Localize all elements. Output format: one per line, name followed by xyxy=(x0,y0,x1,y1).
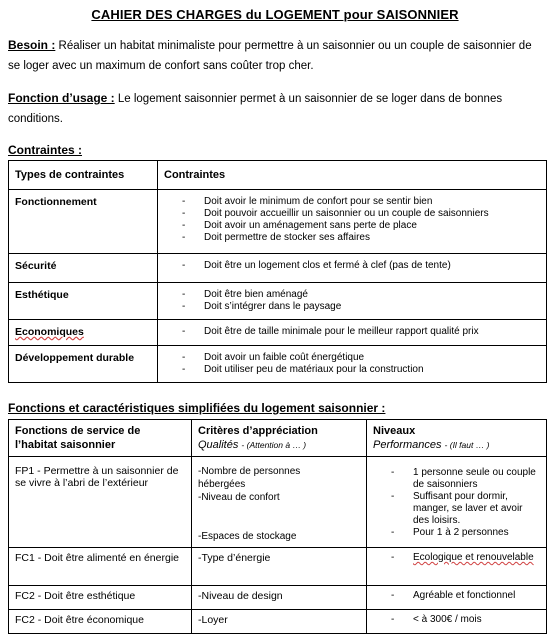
type-cell: Développement durable xyxy=(9,346,158,383)
criteres-text: -Type d’énergie xyxy=(198,552,271,564)
besoin-text: Réaliser un habitat minimaliste pour permettre à un saisonnier ou un couple de saisonnier de se loger avec un maximum de confort sans coûter trop cher. xyxy=(8,40,532,72)
criteres-cell xyxy=(192,610,367,634)
page-title: CAHIER DES CHARGES du LOGEMENT pour SAISONNIER xyxy=(91,7,459,22)
niveaux-list xyxy=(391,614,540,626)
criteres-text: -Loyer xyxy=(198,614,228,626)
fonction-text: FP1 - Permettre à un saisonnier de se vivre à l’abri de l’extérieur xyxy=(15,465,179,489)
list-item: - Doit avoir un aménagement sans perte de place xyxy=(182,220,540,232)
niveau-text: Ecologique et renouvelable xyxy=(413,552,534,563)
fonction-usage-paragraph xyxy=(0,88,550,129)
table-row xyxy=(9,586,547,610)
list-item: - Doit être bien aménagé xyxy=(182,289,540,301)
contrainte-list xyxy=(182,352,540,376)
fonction-usage-label: Fonction d’usage : xyxy=(8,91,115,105)
besoin-paragraph xyxy=(0,35,550,76)
type-cell xyxy=(9,320,158,346)
contraintes-table xyxy=(8,160,547,383)
list-item: - Doit être un logement clos et fermé à clef (pas de tente) xyxy=(182,260,540,272)
fonctions-table xyxy=(8,419,547,634)
desc-cell xyxy=(158,190,547,254)
col-niveaux-sub xyxy=(373,438,540,452)
contrainte-list xyxy=(182,260,540,272)
list-item: - Doit avoir le minimum de confort pour se sentir bien xyxy=(182,196,540,208)
criteres-text: -Niveau de design xyxy=(198,590,283,602)
table-row xyxy=(9,283,547,320)
list-item xyxy=(391,552,540,564)
contraintes-heading: Contraintes : xyxy=(8,143,83,157)
list-item: - < à 300€ / mois xyxy=(391,614,540,626)
type-cell: Sécurité xyxy=(9,254,158,283)
criteres-cell xyxy=(192,457,367,548)
col-fonctions-label: Fonctions de service de l’habitat saisonnier xyxy=(15,425,141,451)
table-row xyxy=(9,548,547,586)
col-contraintes-header: Contraintes xyxy=(158,161,547,190)
contrainte-list xyxy=(182,289,540,313)
fonction-text: FC1 - Doit être alimenté en énergie xyxy=(15,552,179,564)
list-item: - 1 personne seule ou couple de saisonniers xyxy=(391,467,540,491)
contraintes-header-row xyxy=(9,161,547,190)
fonctions-header-row xyxy=(9,420,547,457)
table-row xyxy=(9,190,547,254)
table-row xyxy=(9,610,547,634)
list-item: - Suffisant pour dormir, manger, se laver et avoir des loisirs. xyxy=(391,491,540,527)
list-item: - Doit s’intégrer dans le paysage xyxy=(182,301,540,313)
niveaux-cell xyxy=(367,457,547,548)
fonction-cell xyxy=(9,457,192,548)
niveaux-cell xyxy=(367,548,547,586)
niveaux-list xyxy=(391,552,540,564)
besoin-label: Besoin : xyxy=(8,38,56,52)
type-cell: Esthétique xyxy=(9,283,158,320)
col-niveaux-sub-label: Performances xyxy=(373,439,442,451)
list-item: - Agréable et fonctionnel xyxy=(391,590,540,602)
list-item: - Doit être de taille minimale pour le meilleur rapport qualité prix xyxy=(182,326,540,338)
col-criteres-header xyxy=(192,420,367,457)
list-item: - Doit permettre de stocker ses affaires xyxy=(182,232,540,244)
fonctions-heading: Fonctions et caractéristiques simplifiées du logement saisonnier : xyxy=(8,401,386,415)
niveaux-list xyxy=(391,467,540,539)
criteres-cell xyxy=(192,548,367,586)
col-criteres-sub-label: Qualités xyxy=(198,439,239,451)
fonction-cell xyxy=(9,586,192,610)
table-row xyxy=(9,320,547,346)
table-row xyxy=(9,254,547,283)
contrainte-list xyxy=(182,326,540,338)
fonction-cell xyxy=(9,610,192,634)
contrainte-list xyxy=(182,196,540,244)
table-row xyxy=(9,457,547,548)
table-row xyxy=(9,346,547,383)
desc-cell xyxy=(158,346,547,383)
niveaux-cell xyxy=(367,610,547,634)
list-item: - Doit utiliser peu de matériaux pour la construction xyxy=(182,364,540,376)
col-criteres-sub xyxy=(198,438,360,452)
criteres-text: -Nombre de personnes hébergées -Niveau de confort -Espaces de stockage xyxy=(198,466,301,542)
col-niveaux-note: - (Il faut … ) xyxy=(444,440,490,450)
col-criteres-label: Critères d’appréciation xyxy=(198,425,318,437)
desc-cell xyxy=(158,320,547,346)
type-cell: Fonctionnement xyxy=(9,190,158,254)
list-item: - Pour 1 à 2 personnes xyxy=(391,527,540,539)
type-label: Economiques xyxy=(15,326,84,338)
desc-cell xyxy=(158,283,547,320)
col-criteres-note: - (Attention à … ) xyxy=(241,440,307,450)
col-niveaux-header xyxy=(367,420,547,457)
col-types-header: Types de contraintes xyxy=(9,161,158,190)
niveaux-list xyxy=(391,590,540,602)
fonction-usage-text: Le logement saisonnier permet à un saisonnier de se loger dans de bonnes conditions. xyxy=(8,93,503,125)
list-item: - Doit avoir un faible coût énergétique xyxy=(182,352,540,364)
fonction-text: FC2 - Doit être économique xyxy=(15,614,144,626)
fonction-text: FC2 - Doit être esthétique xyxy=(15,590,136,602)
criteres-cell xyxy=(192,586,367,610)
col-fonctions-header xyxy=(9,420,192,457)
desc-cell xyxy=(158,254,547,283)
list-item: - Doit pouvoir accueillir un saisonnier ou un couple de saisonniers xyxy=(182,208,540,220)
fonction-cell xyxy=(9,548,192,586)
niveaux-cell xyxy=(367,586,547,610)
col-niveaux-label: Niveaux xyxy=(373,425,416,437)
